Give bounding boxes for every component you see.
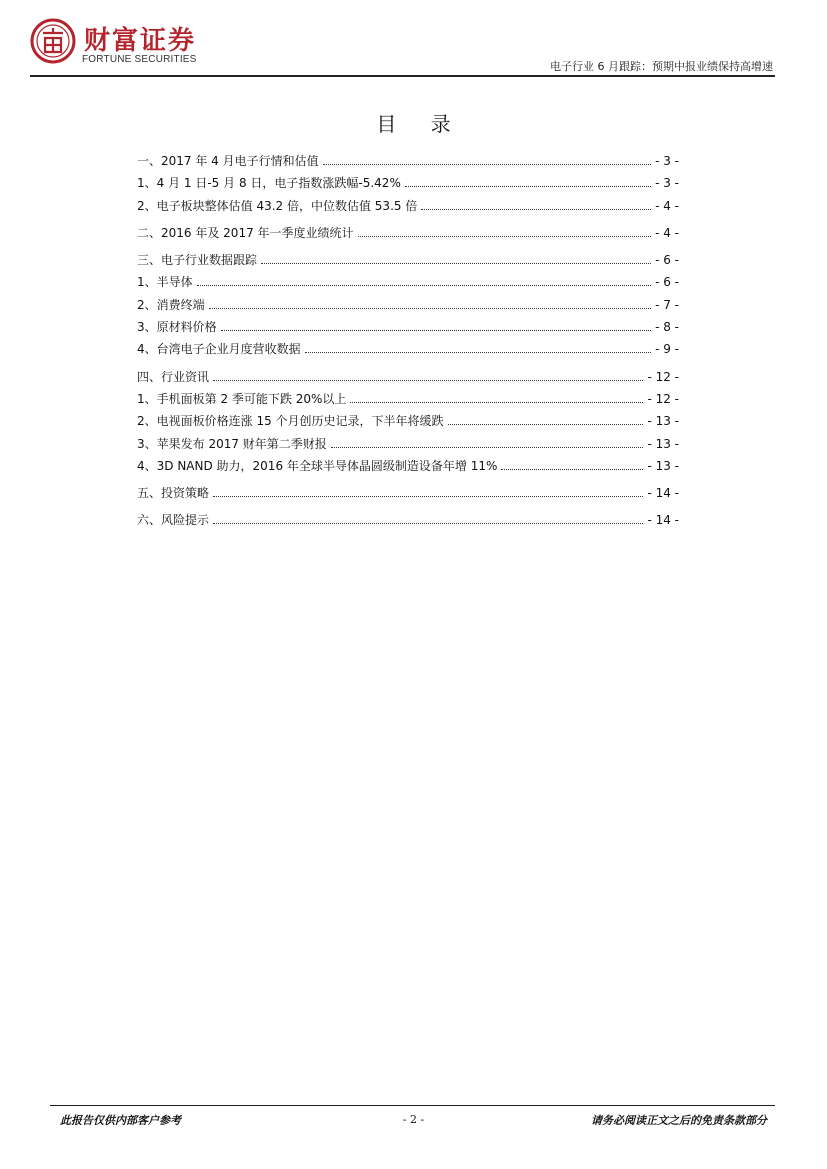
toc-entry-title: 二、2016 年及 2017 年一季度业绩统计 <box>137 225 354 240</box>
footer-disclaimer-left: 此报告仅供内部客户参考 <box>60 1114 181 1127</box>
page-header <box>0 0 827 80</box>
toc-dot-leader <box>261 263 651 264</box>
footer-divider <box>50 1105 775 1106</box>
toc-entry-page: - 6 - <box>655 275 679 290</box>
toc-entry-page: - 3 - <box>655 154 679 168</box>
toc-entry-title: 六、风险提示 <box>137 513 210 528</box>
toc-entry-page: - 7 - <box>655 297 679 312</box>
brand-name-en: FORTUNE SECURITIES <box>82 54 197 65</box>
toc-entry[interactable] <box>137 338 679 360</box>
toc-title: 目 录 <box>376 112 465 136</box>
toc-entry[interactable] <box>137 433 679 455</box>
toc-entry-title: 一、2017 年 4 月电子行情和估值 <box>137 154 319 168</box>
toc-entry-title: 四、行业资讯 <box>137 369 210 384</box>
toc-entry-page: - 12 - <box>647 369 679 384</box>
toc-entry-page: - 13 - <box>647 436 679 451</box>
toc-entry-page: - 8 - <box>655 320 679 335</box>
toc-dot-leader <box>209 308 651 309</box>
toc-entry-title: 1、手机面板第 2 季可能下跌 20%以上 <box>137 391 347 406</box>
toc-dot-leader <box>213 496 643 497</box>
company-logo <box>30 18 220 70</box>
toc-dot-leader <box>358 236 652 237</box>
toc-entry-page: - 14 - <box>647 486 679 501</box>
toc-entry-page: - 13 - <box>647 414 679 429</box>
toc-entry[interactable] <box>137 271 679 293</box>
toc-entry[interactable] <box>137 249 679 271</box>
toc-entry[interactable] <box>137 150 679 172</box>
toc-entry-title: 1、4 月 1 日-5 月 8 日，电子指数涨跌幅-5.42% <box>137 176 401 191</box>
toc-entry-title: 2、电视面板价格连涨 15 个月创历史记录，下半年将缓跌 <box>137 414 444 429</box>
toc-entry-title: 2、电子板块整体估值 43.2 倍，中位数估值 53.5 倍 <box>137 198 418 213</box>
toc-entry-title: 三、电子行业数据跟踪 <box>137 253 258 268</box>
toc-dot-leader <box>197 285 651 286</box>
toc-dot-leader <box>448 424 644 425</box>
toc-dot-leader <box>421 209 651 210</box>
toc-dot-leader <box>323 164 651 165</box>
toc-dot-leader <box>213 523 643 524</box>
toc-entry[interactable] <box>137 509 679 531</box>
toc-entry-page: - 12 - <box>647 391 679 406</box>
toc-entry-title: 五、投资策略 <box>137 486 210 501</box>
toc-entry-page: - 4 - <box>655 225 679 240</box>
toc-entry[interactable] <box>137 195 679 217</box>
toc-entry[interactable] <box>137 388 679 410</box>
toc-dot-leader <box>213 380 643 381</box>
page-number: - 2 - <box>402 1113 425 1126</box>
header-divider <box>30 75 775 77</box>
toc-entry-page: - 13 - <box>647 458 679 473</box>
fortune-seal-icon <box>30 18 76 64</box>
toc-entry-page: - 6 - <box>655 253 679 268</box>
table-of-contents <box>137 150 679 532</box>
toc-entry-title: 2、消费终端 <box>137 297 205 312</box>
toc-dot-leader <box>331 447 644 448</box>
toc-entry[interactable] <box>137 482 679 504</box>
toc-dot-leader <box>221 330 651 331</box>
toc-entry-page: - 14 - <box>647 513 679 528</box>
toc-entry[interactable] <box>137 294 679 316</box>
report-title: 电子行业 6 月跟踪：预期中报业绩保持高增速 <box>550 60 773 73</box>
toc-entry-page: - 4 - <box>655 198 679 213</box>
toc-dot-leader <box>501 469 643 470</box>
toc-entry[interactable] <box>137 455 679 477</box>
toc-entry-title: 4、台湾电子企业月度营收数据 <box>137 342 301 357</box>
toc-entry-page: - 3 - <box>655 176 679 191</box>
toc-dot-leader <box>305 352 651 353</box>
toc-entry-title: 3、原材料价格 <box>137 320 217 335</box>
toc-entry[interactable] <box>137 172 679 194</box>
toc-dot-leader <box>405 186 651 187</box>
toc-entry[interactable] <box>137 316 679 338</box>
toc-dot-leader <box>350 402 643 403</box>
toc-entry-title: 3、苹果发布 2017 财年第二季财报 <box>137 436 327 451</box>
toc-entry[interactable] <box>137 410 679 432</box>
toc-entry-page: - 9 - <box>655 342 679 357</box>
page-footer <box>60 1095 767 1135</box>
toc-entry-title: 1、半导体 <box>137 275 193 290</box>
brand-name-cn: 财富证券 <box>84 26 197 56</box>
toc-entry[interactable] <box>137 366 679 388</box>
toc-entry-title: 4、3D NAND 助力，2016 年全球半导体晶圆级制造设备年增 11% <box>137 458 498 473</box>
toc-entry[interactable] <box>137 222 679 244</box>
footer-disclaimer-right: 请务必阅读正文之后的免责条款部分 <box>591 1114 767 1127</box>
